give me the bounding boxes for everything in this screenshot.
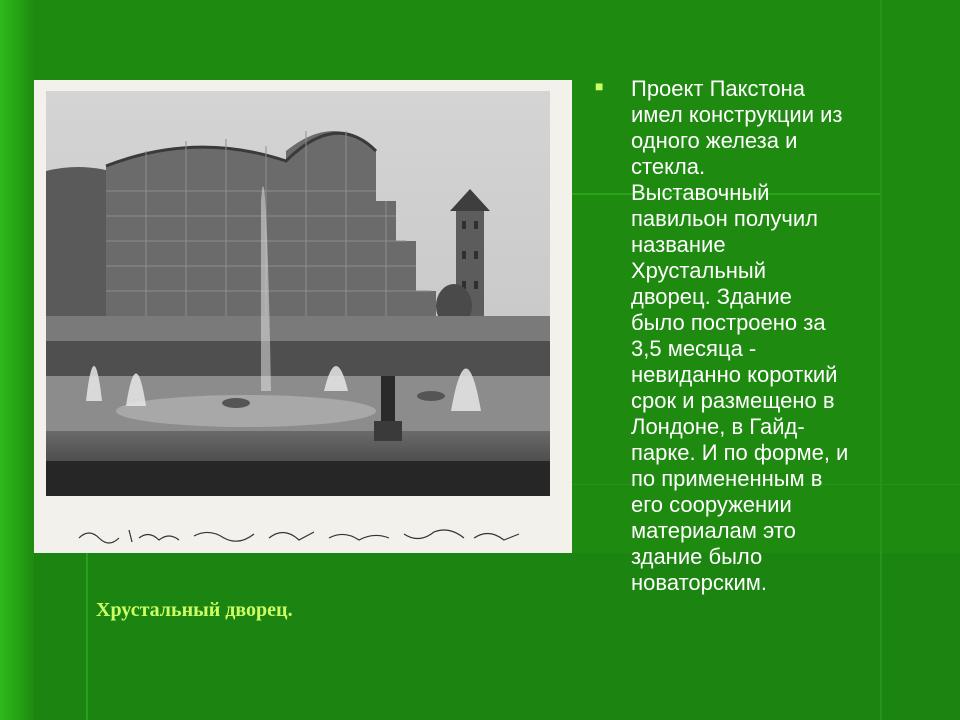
square-bullet-icon: ■ xyxy=(595,78,604,94)
background-stripe xyxy=(0,0,34,720)
crystal-palace-photo xyxy=(46,91,550,496)
handwritten-caption xyxy=(74,520,534,550)
decorative-line xyxy=(880,0,882,720)
slide-paragraph: Проект Пакстона имел конструкции из одного железа и стекла. Выставочный павильон получил название Хрустальный дворец. Здание было построено за 3,5 месяца - невиданно короткий срок и размещено в Лондоне, в Гайд- парке. И по форме, и по примененным в его сооружении материалам это здание было новаторским. xyxy=(631,76,849,595)
photo-caption: Хрустальный дворец. xyxy=(96,599,293,621)
crystal-palace-photo-frame xyxy=(34,80,572,553)
decorative-line xyxy=(86,553,88,720)
